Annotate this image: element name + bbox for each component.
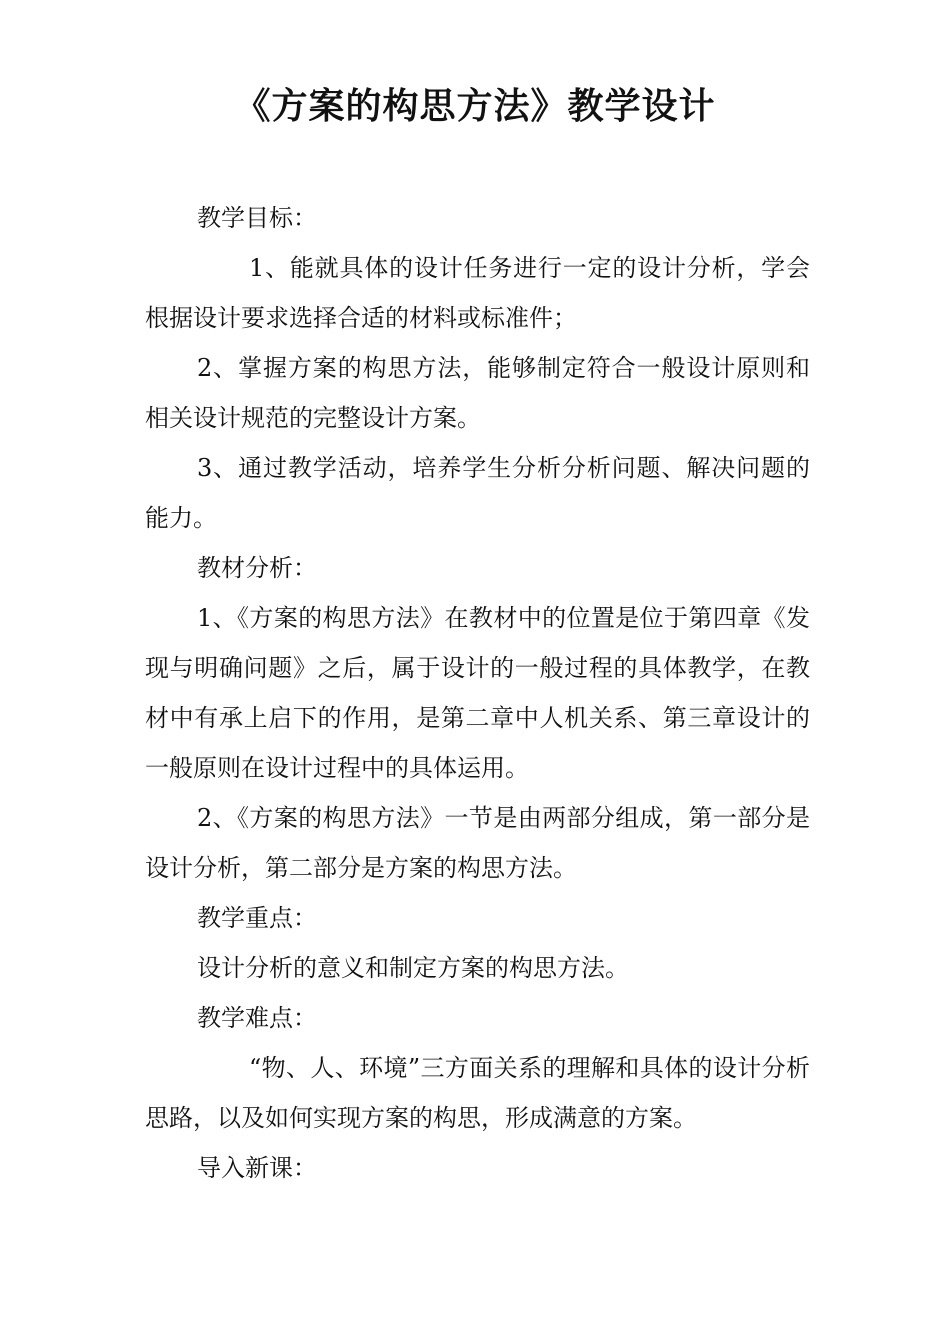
- paragraph-objective-3: 3、通过教学活动，培养学生分析分析问题、解决问题的能力。: [145, 454, 810, 532]
- paragraph-objective-1: 1、能就具体的设计任务进行一定的设计分析，学会根据设计要求选择合适的材料或标准件；: [145, 254, 810, 332]
- document-title: 《方案的构思方法》教学设计: [234, 86, 716, 127]
- document-body: [145, 193, 810, 1193]
- paragraph-difficulty-heading: 教学难点：: [197, 1004, 317, 1032]
- paragraph-keypoint: 设计分析的意义和制定方案的构思方法。: [197, 954, 629, 982]
- paragraph-material-2: 2、《方案的构思方法》一节是由两部分组成，第一部分是设计分析，第二部分是方案的构思方法。: [145, 804, 810, 882]
- paragraph-material-1: 1、《方案的构思方法》在教材中的位置是位于第四章《发现与明确问题》之后，属于设计的一般过程的具体教学，在教材中有承上启下的作用，是第二章中人机关系、第三章设计的一般原则在设计过程中的具体运用。: [145, 604, 810, 782]
- paragraph-difficulty: “物、人、环境”三方面关系的理解和具体的设计分析思路，以及如何实现方案的构思，形成满意的方案。: [145, 1054, 810, 1132]
- paragraph-material-heading: 教材分析：: [197, 554, 317, 582]
- paragraph-objective-2: 2、掌握方案的构思方法，能够制定符合一般设计原则和相关设计规范的完整设计方案。: [145, 354, 810, 432]
- paragraph-objectives-heading: 教学目标：: [197, 204, 317, 232]
- paragraph-intro-heading: 导入新课：: [197, 1154, 317, 1182]
- paragraph-keypoint-heading: 教学重点：: [197, 904, 317, 932]
